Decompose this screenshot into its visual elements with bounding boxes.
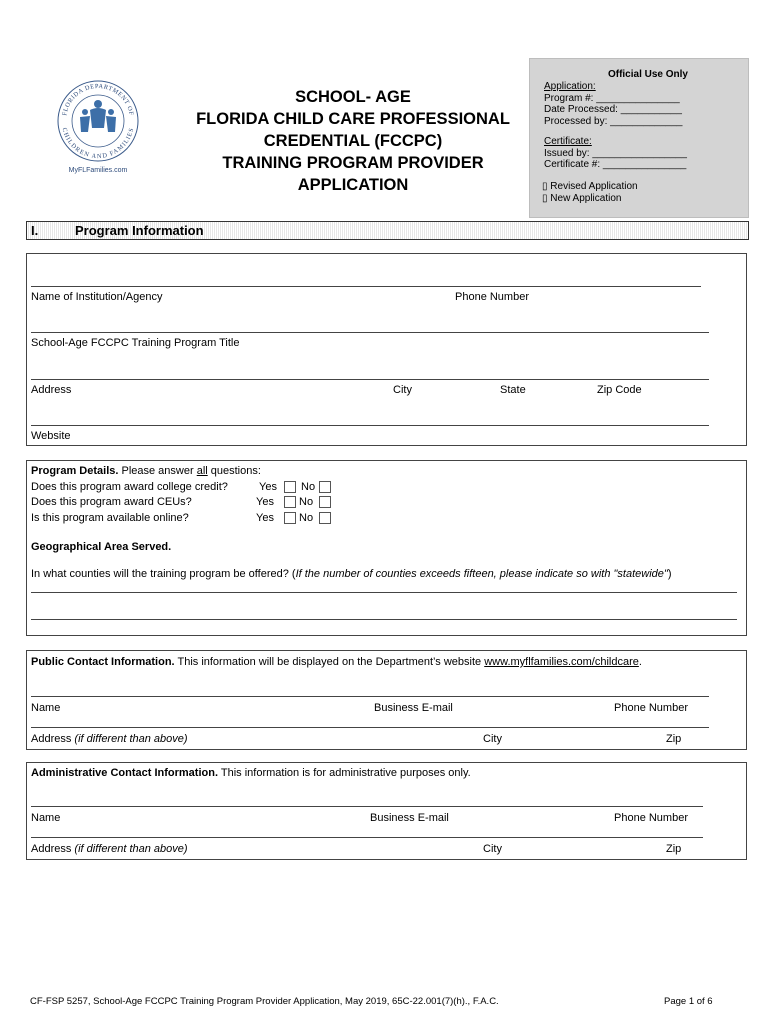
program-title-label: School-Age FCCPC Training Program Title	[31, 337, 240, 349]
svg-text:CHILDREN AND FAMILIES	[61, 127, 136, 160]
official-use-heading: Official Use Only	[607, 69, 688, 80]
ceus-no-checkbox[interactable]	[319, 496, 331, 508]
certificate-number-line: Certificate #: _______________	[544, 159, 687, 170]
city-label: City	[393, 384, 412, 396]
no-label: No	[301, 481, 316, 493]
admin-name-field[interactable]	[31, 806, 703, 807]
public-name-label: Name	[31, 702, 61, 714]
admin-address-label: Address (if different than above)	[31, 843, 188, 855]
institution-field[interactable]	[31, 286, 701, 287]
official-use-box	[529, 58, 749, 218]
public-contact-intro: Public Contact Information. This information will be displayed on the Department’s website www.myflfamilies.com/childcare.	[31, 656, 642, 668]
address-field[interactable]	[31, 379, 709, 380]
new-checkbox-icon[interactable]: ▯	[542, 192, 548, 204]
program-info-box	[26, 253, 747, 446]
counties-question: In what counties will the training program be offered? (If the number of counties exceeds fifteen, please indicate so with "statewide")	[31, 568, 672, 580]
public-name-field[interactable]	[31, 696, 709, 697]
public-address-label: Address (if different than above)	[31, 733, 188, 745]
admin-city-label: City	[483, 843, 502, 855]
section-header	[26, 221, 749, 240]
new-application-label: New Application	[550, 192, 622, 204]
program-details-box	[26, 460, 747, 636]
yes-label: Yes	[256, 512, 274, 524]
college-credit-yes-checkbox[interactable]	[284, 481, 296, 493]
processed-by-line: Processed by: _____________	[544, 115, 683, 127]
public-phone-label: Phone Number	[614, 702, 688, 714]
website-label: Website	[31, 430, 71, 442]
section-title: Program Information	[75, 223, 204, 238]
page-number: Page 1 of 6	[664, 996, 713, 1007]
no-label: No	[299, 512, 314, 524]
question-college-credit: Does this program award college credit?	[31, 481, 228, 493]
yes-label: Yes	[259, 481, 277, 493]
form-title: SCHOOL- AGE FLORIDA CHILD CARE PROFESSIONAL CREDENTIAL (FCCPC) TRAINING PROGRAM PROVIDER APPLICATION	[196, 88, 510, 194]
yes-label: Yes	[256, 496, 274, 508]
geo-area-heading: Geographical Area Served.	[31, 541, 172, 553]
admin-contact-box	[26, 762, 747, 860]
institution-label: Name of Institution/Agency	[31, 291, 163, 303]
program-title-field[interactable]	[31, 332, 709, 333]
public-city-label: City	[483, 733, 502, 745]
phone-label: Phone Number	[455, 291, 529, 303]
counties-field-2[interactable]	[31, 619, 737, 620]
family-figures-icon	[80, 100, 116, 132]
online-yes-checkbox[interactable]	[284, 512, 296, 524]
date-processed-line: Date Processed: ___________	[544, 104, 682, 115]
certificate-label: Certificate:	[544, 136, 592, 147]
revised-checkbox-icon[interactable]: ▯	[542, 181, 548, 192]
admin-phone-label: Phone Number	[614, 812, 688, 824]
website-field[interactable]	[31, 425, 709, 426]
revised-application-label: Revised Application	[550, 181, 638, 192]
admin-contact-intro: Administrative Contact Information. This information is for administrative purposes only.	[31, 767, 471, 779]
seal-bottom-text: CHILDREN AND FAMILIES	[60, 127, 136, 161]
public-email-label: Business E-mail	[374, 702, 453, 714]
admin-address-field[interactable]	[31, 837, 703, 838]
state-label: State	[500, 384, 526, 396]
program-number-line: Program #: _______________	[544, 92, 680, 104]
counties-field-1[interactable]	[31, 592, 737, 593]
college-credit-no-checkbox[interactable]	[319, 481, 331, 493]
seal-site: MyFLFamilies.com	[68, 167, 128, 174]
address-label: Address	[31, 384, 72, 396]
section-number: I.	[31, 223, 39, 238]
admin-zip-label: Zip	[666, 843, 682, 855]
seal-top-text: FLORIDA DEPARTMENT OF	[61, 82, 135, 117]
admin-name-label: Name	[31, 812, 61, 824]
form-identifier: CF-FSP 5257, School-Age FCCPC Training Program Provider Application, May 2019, 65C-22.001(7)(h)., F.A.C.	[30, 996, 499, 1007]
online-no-checkbox[interactable]	[319, 512, 331, 524]
dcf-seal-logo	[54, 72, 142, 176]
public-address-field[interactable]	[31, 727, 709, 728]
question-online: Is this program available online?	[31, 512, 189, 524]
zip-label: Zip Code	[597, 384, 642, 396]
public-zip-label: Zip	[666, 733, 682, 745]
question-ceus: Does this program award CEUs?	[31, 496, 192, 508]
application-label: Application:	[544, 81, 596, 92]
ceus-yes-checkbox[interactable]	[284, 496, 296, 508]
issued-by-line: Issued by: _________________	[544, 147, 687, 159]
admin-email-label: Business E-mail	[370, 812, 449, 824]
public-contact-box	[26, 650, 747, 750]
program-details-intro: Program Details. Please answer all questions:	[31, 465, 261, 477]
childcare-website-link[interactable]: www.myflfamilies.com/childcare	[484, 656, 639, 668]
no-label: No	[299, 496, 314, 508]
